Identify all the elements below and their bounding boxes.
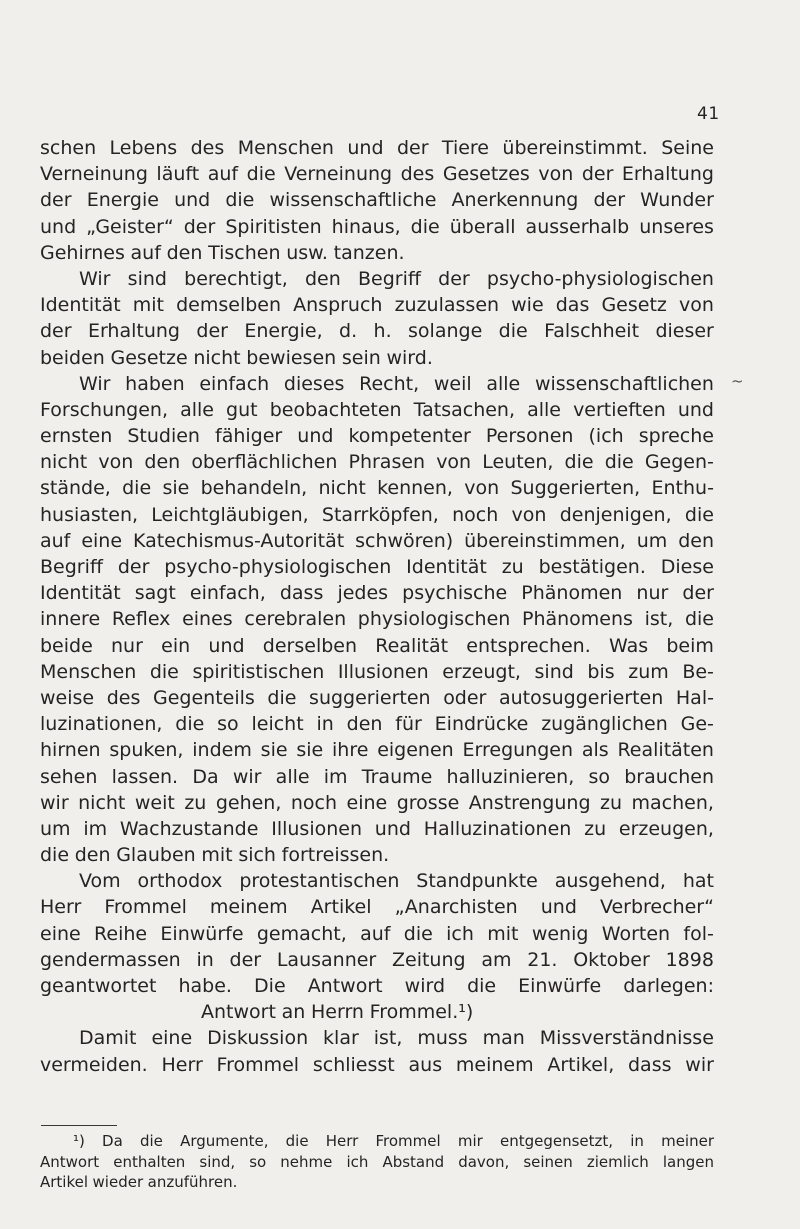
text-line: Antwort an Herrn Frommel.¹) (201, 1001, 474, 1024)
text-line: luzinationen, die so leicht in den für Eindrücke zugänglichen Ge- (40, 713, 714, 736)
text-line: Herr Frommel meinem Artikel „Anarchisten und Verbrecher“ (40, 896, 714, 919)
text-line: Damit eine Diskussion klar ist, muss man Missverständnisse (79, 1027, 714, 1050)
text-line: hirnen spuken, indem sie sie ihre eigenen Erregungen als Realitäten (40, 739, 714, 762)
footnote-line: ¹) Da die Argumente, die Herr Frommel mir entgegensetzt, in meiner (73, 1132, 714, 1150)
text-line: Identität sagt einfach, dass jedes psychische Phänomen nur der (40, 582, 714, 605)
text-line: die den Glauben mit sich fortreissen. (40, 844, 390, 867)
text-line: gendermassen in der Lausanner Zeitung am 21. Oktober 1898 (40, 948, 714, 971)
text-line: Wir sind berechtigt, den Begriff der psycho-physiologischen (79, 267, 714, 290)
text-line: Verneinung läuft auf die Verneinung des Gesetzes von der Erhaltung (40, 163, 714, 186)
page-number: 41 (697, 104, 720, 124)
text-line: sehen lassen. Da wir alle im Traume halluzinieren, so brauchen (40, 765, 714, 788)
text-line: Wir haben einfach dieses Recht, weil alle wissenschaftlichen (79, 372, 714, 395)
text-line: beiden Gesetze nicht bewiesen sein wird. (40, 346, 433, 369)
text-line: innere Reflex eines cerebralen physiologischen Phänomens ist, die (40, 608, 714, 631)
body-text (40, 135, 714, 1078)
text-line: und „Geister“ der Spiritisten hinaus, die überall ausserhalb unseres (40, 215, 714, 238)
text-line: vermeiden. Herr Frommel schliesst aus meinem Artikel, dass wir (40, 1053, 714, 1076)
margin-mark: ~ (731, 372, 744, 390)
text-line: stände, die sie behandeln, nicht kennen, von Suggerierten, Enthu- (40, 477, 714, 500)
footnote-line: Artikel wieder anzuführen. (40, 1173, 238, 1191)
text-line: Identität mit demselben Anspruch zuzulassen wie das Gesetz von (40, 294, 714, 317)
text-line: Gehirnes auf den Tischen usw. tanzen. (40, 241, 405, 264)
text-line: auf eine Katechismus-Autorität schwören) übereinstimmen, um den (40, 529, 714, 552)
text-line: Menschen die spiritistischen Illusionen erzeugt, sind bis zum Be- (40, 660, 714, 683)
text-line: ernsten Studien fähiger und kompetenter Personen (ich spreche (40, 425, 714, 448)
text-line: nicht von den oberflächlichen Phrasen von Leuten, die die Gegen- (40, 451, 714, 474)
text-line: um im Wachzustande Illusionen und Halluzinationen zu erzeugen, (40, 817, 714, 840)
text-line: beide nur ein und derselben Realität entsprechen. Was beim (40, 634, 714, 657)
text-line: der Erhaltung der Energie, d. h. solange die Falschheit dieser (40, 320, 714, 343)
text-line: Begriff der psycho-physiologischen Identität zu bestätigen. Diese (40, 556, 714, 578)
text-line: weise des Gegenteils die suggerierten oder autosuggerierten Hal- (40, 686, 714, 709)
text-line: eine Reihe Einwürfe gemacht, auf die ich mit wenig Worten fol- (40, 922, 714, 945)
text-line: der Energie und die wissenschaftliche Anerkennung der Wunder (40, 189, 714, 212)
footnote (40, 1131, 714, 1193)
text-line: husiasten, Leichtgläubigen, Starrköpfen, noch von denjenigen, die (40, 503, 714, 526)
text-line: schen Lebens des Menschen und der Tiere übereinstimmt. Seine (40, 137, 714, 159)
text-line: wir nicht weit zu gehen, noch eine grosse Anstrengung zu machen, (40, 791, 714, 814)
footnote-line: Antwort enthalten sind, so nehme ich Abstand davon, seinen ziemlich langen (40, 1152, 714, 1171)
text-line: geantwortet habe. Die Antwort wird die Einwürfe darlegen: (40, 975, 714, 997)
text-line: Vom orthodox protestantischen Standpunkte ausgehend, hat (79, 870, 714, 893)
text-line: Forschungen, alle gut beobachteten Tatsachen, alle vertieften und (40, 398, 714, 421)
footnote-divider (41, 1125, 117, 1126)
